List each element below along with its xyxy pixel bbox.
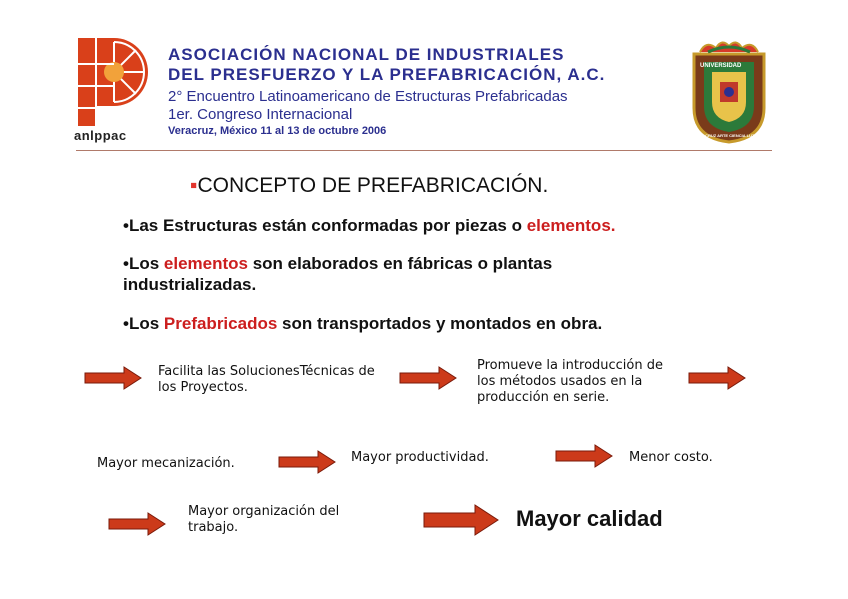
slide-title xyxy=(190,174,548,198)
bullet-2-text: •Los xyxy=(123,254,164,273)
bullet-2-text-end: son elaborados en fábricas o plantas industrializadas. xyxy=(123,254,553,294)
arrow-right-icon xyxy=(84,366,142,390)
flow-text-1: Facilita las SolucionesTécnicas de los Proyectos. xyxy=(158,364,375,395)
arrow-right-icon xyxy=(688,366,746,390)
header-divider xyxy=(76,150,772,151)
seal-bottom-text: VERACRUZ ARTE CIENCIA LUZ xyxy=(694,133,755,138)
arrow-right-icon xyxy=(423,504,499,536)
flow-text-4: Mayor productividad. xyxy=(351,450,489,465)
flow-text-7: Mayor calidad xyxy=(516,506,663,531)
event-line3: Veracruz, México 11 al 13 de octubre 2006 xyxy=(168,125,387,137)
bullet-1 xyxy=(123,215,743,236)
event-line1: 2° Encuentro Latinoamericano de Estructuras Prefabricadas xyxy=(168,88,568,105)
seal-top-text: UNIVERSIDAD xyxy=(700,63,742,69)
arrow-right-icon xyxy=(278,450,336,474)
anippac-logo xyxy=(74,34,154,146)
org-name-line1: ASOCIACIÓN NACIONAL DE INDUSTRIALES xyxy=(168,45,565,64)
event-line2: 1er. Congreso Internacional xyxy=(168,106,353,123)
title-bullet-icon: ▪ xyxy=(190,174,198,197)
anippac-logo-mark xyxy=(74,34,154,130)
slide-title-text: CONCEPTO DE PREFABRICACIÓN. xyxy=(197,174,549,197)
bullet-2 xyxy=(123,253,683,295)
bullet-1-highlight: elementos. xyxy=(526,216,616,235)
bullet-3-text: •Los xyxy=(123,314,164,333)
brand-name: anlppac xyxy=(74,128,127,143)
bullet-3-highlight: Prefabricados xyxy=(163,314,278,333)
arrow-right-icon xyxy=(108,512,166,536)
arrow-right-icon xyxy=(399,366,457,390)
flow-text-6: Mayor organización del trabajo. xyxy=(188,504,340,535)
arrow-right-icon xyxy=(555,444,613,468)
bullet-3 xyxy=(123,313,743,334)
org-name-line2: DEL PRESFUERZO Y LA PREFABRICACIÓN, A.C. xyxy=(168,65,606,84)
flow-text-3: Mayor mecanización. xyxy=(97,456,235,471)
bullet-3-text-end: son transportados y montados en obra. xyxy=(277,314,603,333)
bullet-1-text: •Las Estructuras están conformadas por piezas o xyxy=(123,216,527,235)
flow-text-2: Promueve la introducción de los métodos usados en la producción en serie. xyxy=(477,358,663,405)
bullet-2-highlight: elementos xyxy=(163,254,248,273)
university-seal xyxy=(686,38,772,144)
seal-emblem xyxy=(686,38,772,144)
flow-text-5: Menor costo. xyxy=(629,450,713,465)
